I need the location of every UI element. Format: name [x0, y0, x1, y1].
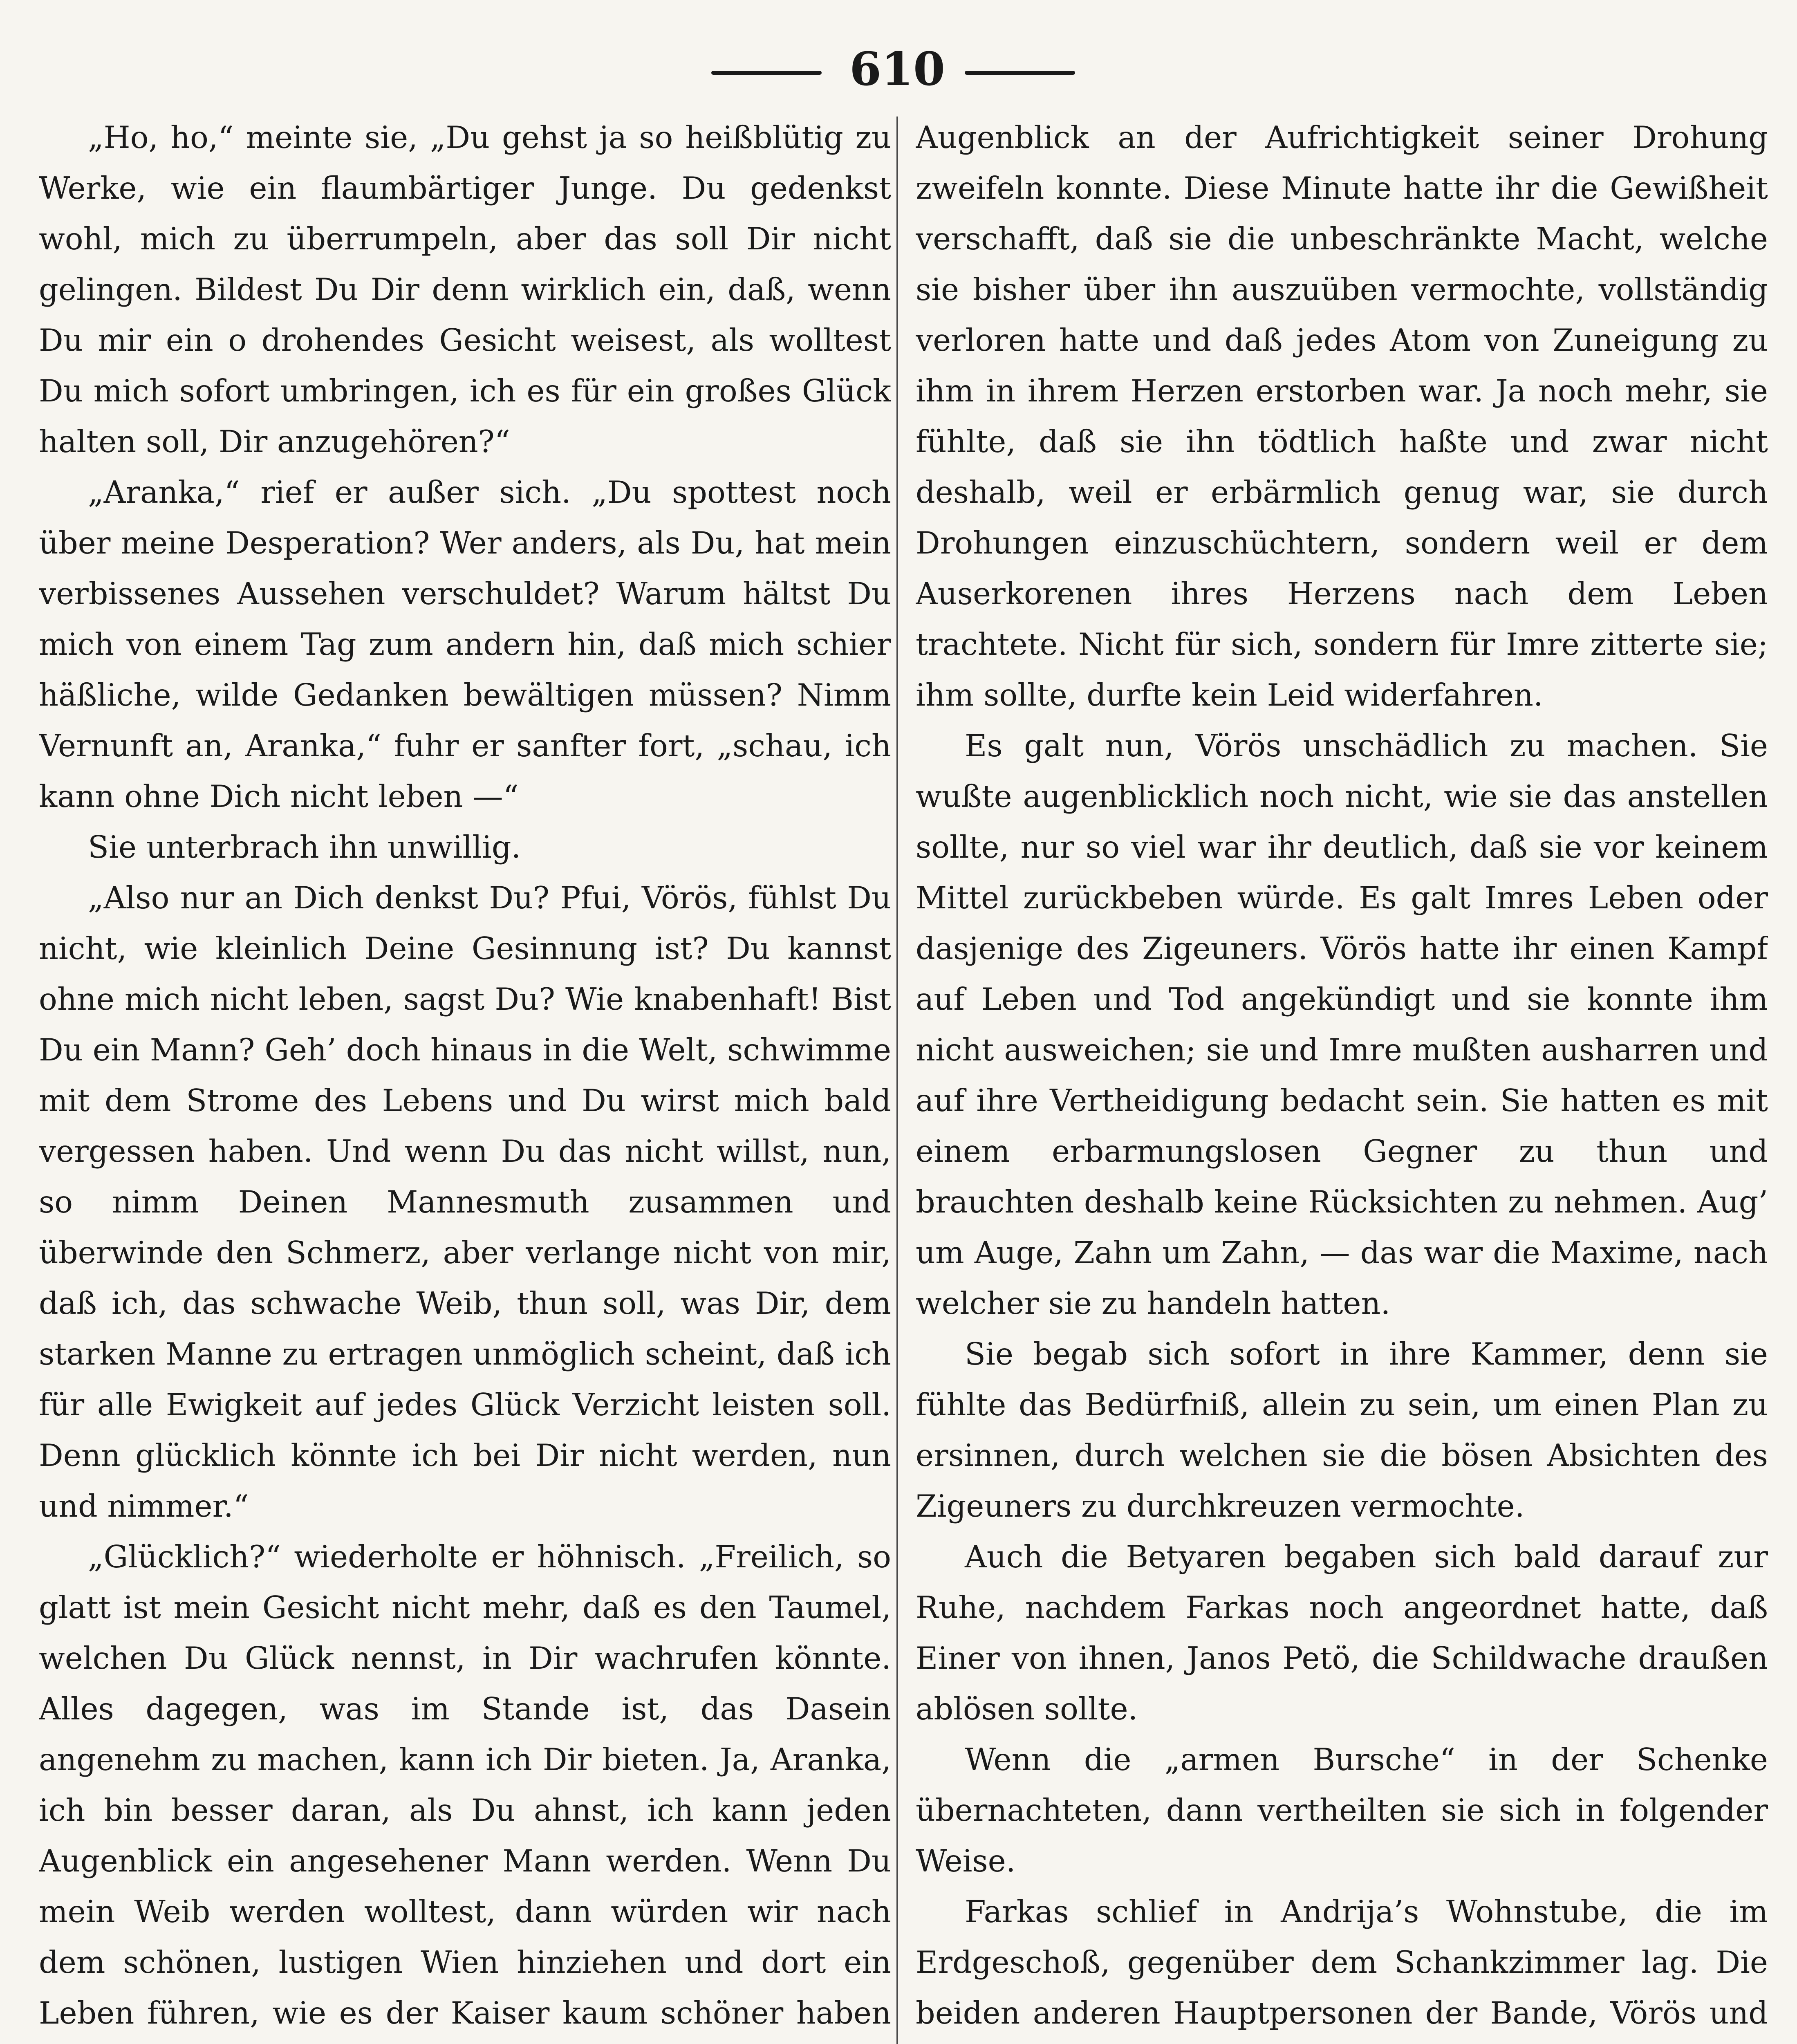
paragraph: Augenblick an der Aufrichtigkeit seiner Drohung zweifeln konnte. Diese Minute hatte ihr die Gewißheit verschafft, daß sie die unbeschränkte Macht, welche sie bisher über ihn auszuüben vermochte, vollständig verloren hatte und daß jedes Atom von Zuneigung zu ihm in ihrem Herzen erstorben war. Ja noch mehr, sie fühlte, daß sie ihn tödtlich haßte und zwar nicht deshalb, weil er erbärmlich genug war, sie durch Drohungen einzuschüchtern, sondern weil er dem Auserkorenen ihres Herzens nach dem Leben trachtete. Nicht für sich, sondern für Imre zitterte sie; ihm sollte, durfte kein Leid widerfahren.	[916, 120, 1768, 713]
paragraph: Sie unterbrach ihn unwillig.	[88, 829, 521, 865]
paragraph: Auch die Betyaren begaben sich bald darauf zur Ruhe, nachdem Farkas noch angeordnet hatte, daß Einer von ihnen, Janos Petö, die Schildwache draußen ablösen sollte.	[916, 1539, 1768, 1727]
header-rule-right	[965, 71, 1075, 75]
paragraph: „Also nur an Dich denkst Du? Pfui, Vörös, fühlst Du nicht, wie kleinlich Deine Gesinnung ist? Du kannst ohne mich nicht leben, sagst Du? Wie knabenhaft! Bist Du ein Mann? Geh’ doch hinaus in die Welt, schwimme mit dem Strome des Lebens und Du wirst mich bald vergessen haben. Und wenn Du das nicht willst, nun, so nimm Deinen Mannesmuth zusammen und überwinde den Schmerz, aber verlange nicht von mir, daß ich, das schwache Weib, thun soll, was Dir, dem starken Manne zu ertragen unmöglich scheint, daß ich für alle Ewigkeit auf jedes Glück Verzicht leisten soll. Denn glücklich könnte ich bei Dir nicht werden, nun und nimmer.“	[39, 880, 891, 1524]
paragraph: „Ho, ho,“ meinte sie, „Du gehst ja so heißblütig zu Werke, wie ein flaumbärtiger Junge. Du gedenkst wohl, mich zu überrumpeln, aber das soll Dir nicht gelingen. Bildest Du Dir denn wirklich ein, daß, wenn Du mir ein o drohendes Gesicht weisest, als wolltest Du mich sofort umbringen, ich es für ein großes Glück halten soll, Dir anzugehören?“	[39, 120, 891, 459]
right-column	[916, 112, 1768, 2044]
paragraph: Wenn die „armen Bursche“ in der Schenke übernachteten, dann vertheilten sie sich in folgender Weise.	[916, 1742, 1768, 1879]
column-divider	[896, 117, 898, 2044]
paragraph: Farkas schlief in Andrija’s Wohnstube, die im Erdgeschoß, gegenüber dem Schankzimmer lag. Die beiden anderen Hauptpersonen der Bande, Vörös und	[916, 1894, 1768, 2031]
page-number: 610	[849, 43, 945, 96]
page-header	[0, 39, 1797, 96]
header-rule-left	[711, 71, 822, 75]
paragraph: „Glücklich?“ wiederholte er höhnisch. „Freilich, so glatt ist mein Gesicht nicht mehr, daß es den Taumel, welchen Du Glück nennst, in Dir wachrufen könnte. Alles dagegen, was im Stande ist, das Dasein angenehm zu machen, kann ich Dir bieten. Ja, Aranka, ich bin besser daran, als Du ahnst, ich kann jeden Augenblick ein angesehener Mann werden. Wenn Du mein Weib werden wolltest, dann würden wir nach dem schönen, lustigen Wien hinziehen und dort ein Leben führen, wie es der Kaiser kaum schöner haben	[39, 1539, 891, 2031]
left-column	[39, 112, 891, 2044]
paragraph: „Aranka,“ rief er außer sich. „Du spottest noch über meine Desperation? Wer anders, als Du, hat mein verbissenes Aussehen verschuldet? Warum hältst Du mich von einem Tag zum andern hin, daß mich schier häßliche, wilde Gedanken bewältigen müssen? Nimm Vernunft an, Aranka,“ fuhr er sanfter fort, „schau, ich kann ohne Dich nicht leben —“	[39, 475, 891, 814]
paragraph: Es galt nun, Vörös unschädlich zu machen. Sie wußte augenblicklich noch nicht, wie sie das anstellen sollte, nur so viel war ihr deutlich, daß sie vor keinem Mittel zurückbeben würde. Es galt Imres Leben oder dasjenige des Zigeuners. Vörös hatte ihr einen Kampf auf Leben und Tod angekündigt und sie konnte ihm nicht ausweichen; sie und Imre mußten ausharren und auf ihre Vertheidigung bedacht sein. Sie hatten es mit einem erbarmungslosen Gegner zu thun und brauchten deshalb keine Rücksichten zu nehmen. Aug’ um Auge, Zahn um Zahn, — das war die Maxime, nach welcher sie zu handeln hatten.	[916, 728, 1768, 1321]
paragraph: Sie begab sich sofort in ihre Kammer, denn sie fühlte das Bedürfniß, allein zu sein, um einen Plan zu ersinnen, durch welchen sie die bösen Absichten des Zigeuners zu durchkreuzen vermochte.	[916, 1336, 1768, 1524]
